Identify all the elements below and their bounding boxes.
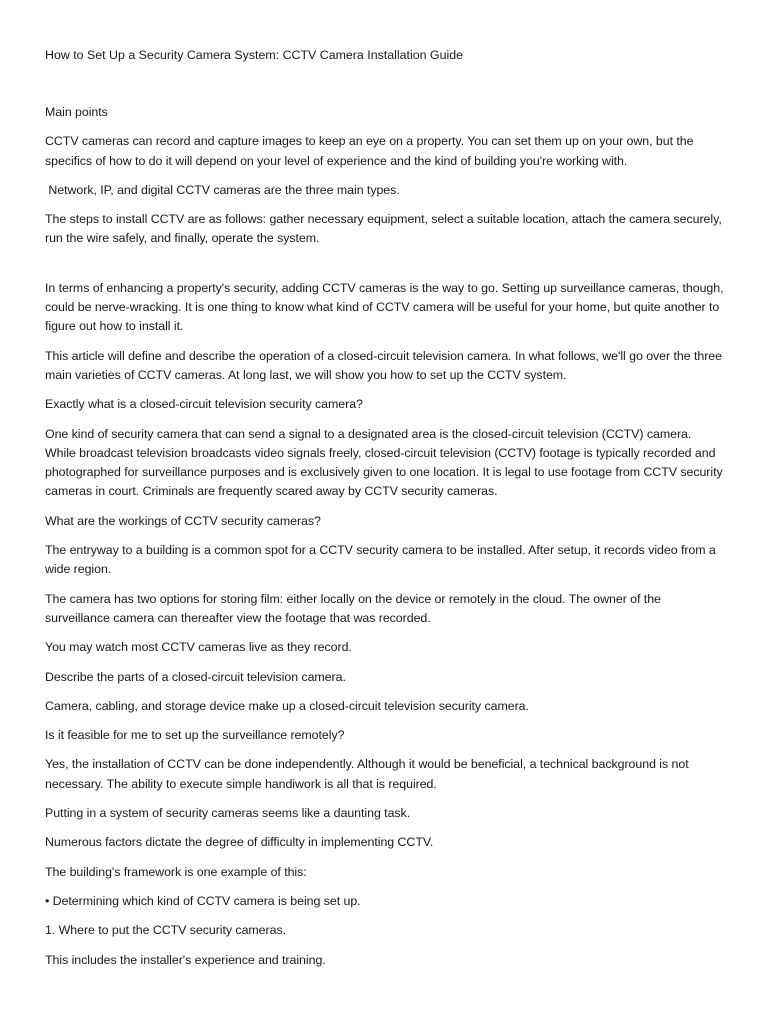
section-question: Describe the parts of a closed-circuit television camera. [45, 669, 346, 684]
section-question: Is it feasible for me to set up the surveillance remotely? [45, 728, 345, 743]
body-paragraph: The entryway to a building is a common spot for a CCTV security camera to be installed. After setup, it records video from a wide region. [45, 543, 716, 577]
spacer [45, 259, 725, 279]
body-paragraph: The camera has two options for storing film: either locally on the device or remotely in the cloud. The owner of the surveillance camera can thereafter view the footage that was recorded. [45, 591, 661, 625]
body-paragraph: Putting in a system of security cameras seems like a daunting task. [45, 806, 411, 821]
body-paragraph: Yes, the installation of CCTV can be done independently. Although it would be beneficial, a technical background is not necessary. The ability to execute simple handiwork is all that is required. [45, 757, 689, 791]
body-paragraph: This article will define and describe the operation of a closed-circuit television camera. In what follows, we'll go over the three main varieties of CCTV cameras. At long last, we will show you how to set up the CCTV system. [45, 348, 722, 382]
body-paragraph: In terms of enhancing a property's security, adding CCTV cameras is the way to go. Setting up surveillance cameras, though, could be nerve-wracking. It is one thing to know what kind of CCTV camera will be useful for your home, but quite another to figure out how to install it. [45, 280, 724, 334]
section-question: Exactly what is a closed-circuit television security camera? [45, 397, 363, 412]
main-point-paragraph: CCTV cameras can record and capture images to keep an eye on a property. You can set them up on your own, but the specifics of how to do it will depend on your level of experience and the kind of building you're working with. [45, 134, 694, 168]
section-question: What are the workings of CCTV security cameras? [45, 513, 321, 528]
main-point-paragraph: The steps to install CCTV are as follows: gather necessary equipment, select a suitable location, attach the camera securely, run the wire safely, and finally, operate the system. [45, 212, 722, 246]
body-paragraph: You may watch most CCTV cameras live as they record. [45, 640, 352, 655]
bullet-item: • Determining which kind of CCTV camera is being set up. [45, 893, 361, 908]
main-point-paragraph: Network, IP, and digital CCTV cameras are the three main types. [45, 182, 400, 197]
numbered-item: 1. Where to put the CCTV security cameras. [45, 923, 286, 938]
body-paragraph: One kind of security camera that can send a signal to a designated area is the closed-circuit television (CCTV) camera. While broadcast television broadcasts video signals freely, closed-circuit television (CCTV) footage is typically recorded and photographed for surveillance purposes and is exclusively given to one location. It is legal to use footage from CCTV security cameras in court. Criminals are frequently scared away by CCTV security cameras. [45, 426, 723, 499]
spacer [45, 65, 725, 103]
body-paragraph: This includes the installer's experience and training. [45, 952, 326, 967]
body-paragraph: Numerous factors dictate the degree of difficulty in implementing CCTV. [45, 835, 434, 850]
document-title: How to Set Up a Security Camera System: CCTV Camera Installation Guide [45, 48, 463, 62]
body-paragraph: The building's framework is one example of this: [45, 864, 307, 879]
document-page [45, 46, 725, 980]
main-points-heading: Main points [45, 105, 108, 119]
body-paragraph: Camera, cabling, and storage device make up a closed-circuit television security camera. [45, 698, 529, 713]
